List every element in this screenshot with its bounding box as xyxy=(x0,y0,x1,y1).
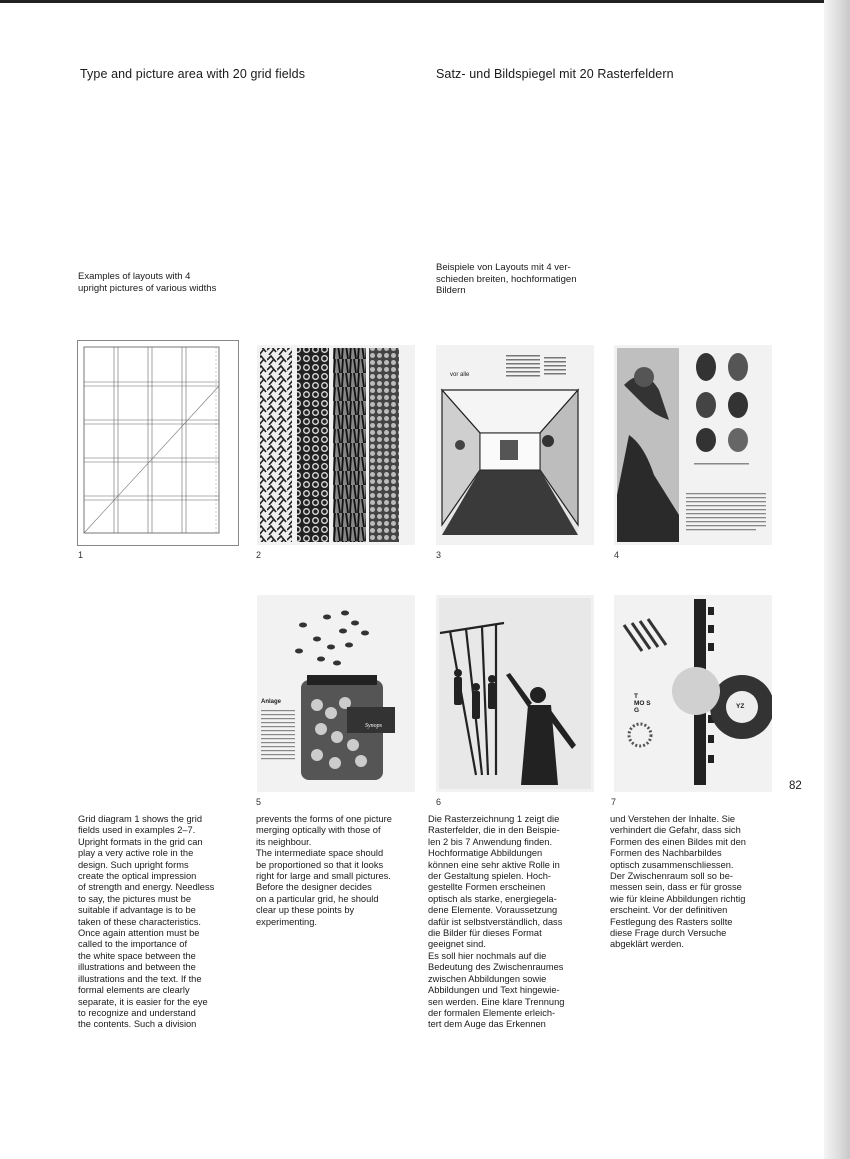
page-binding-shadow xyxy=(824,0,850,1159)
body-text-de-1: Die Rasterzeichnung 1 zeigt die Rasterfelder, die in den Beispie- len 2 bis 7 Anwendung finden. Hochformatige Abbildungen können eine sehr aktive Rolle in der Gestaltung spielen. Hoch- gestellte Formen erscheinen optisch als starke, energiegela- dene Elemente. Voraussetzung dafür ist selbstverständlich, dass die Bilder für dieses Format geeignet sind. Es soll hier nochmals auf die Bedeutung des Zwischenraumes zwischen Abbildungen sowie Abbildungen und Text hingewie- sen werden. Eine klare Trennung der formalen Elemente erleich- tert dem Auge das Erkennen xyxy=(428,814,565,1030)
figure-3-layout xyxy=(436,345,594,545)
figure-1-number: 1 xyxy=(78,550,84,560)
figure-5-script-label: Synops xyxy=(365,723,382,729)
title-english: Type and picture area with 20 grid fields xyxy=(80,67,306,81)
page-number: 82 xyxy=(789,780,802,792)
subtitle-german: Beispiele von Layouts mit 4 ver- schieden breiten, hochformatigen Bildern xyxy=(436,262,577,296)
figure-7-label: YZ xyxy=(736,703,745,710)
figure-3-number: 3 xyxy=(436,550,442,560)
body-text-en-2: prevents the forms of one picture merging optically with those of its neighbour. The intermediate space should be proportioned so that it looks right for large and small pictures. Before the designer decides on a particular grid, he should clear up these points by experimenting. xyxy=(256,814,392,927)
figure-3-heading: vor alle xyxy=(450,372,470,378)
figure-4-layout xyxy=(614,345,772,545)
body-text-de-2: und Verstehen der Inhalte. Sie verhindert die Gefahr, dass sich Formen des einen Bildes mit den Formen des Nachbarbildes optisch zusammenschliessen. Der Zwischenraum soll so be- messen sein, dass er für grosse wie für kleine Abbildungen richtig erscheint. Vor der definitiven Festlegung des Rasters sollte diese Frage durch Versuche abgeklärt werden. xyxy=(610,814,746,950)
figure-5-heading: Anlage xyxy=(261,699,282,705)
figure-2-layout xyxy=(257,345,415,545)
body-column-4 xyxy=(610,814,775,951)
figure-2-number: 2 xyxy=(256,550,262,560)
body-column-2 xyxy=(256,814,421,928)
figure-5-number: 5 xyxy=(256,797,262,807)
body-column-3 xyxy=(428,814,593,1031)
figure-6-number: 6 xyxy=(436,797,442,807)
figure-7-number: 7 xyxy=(611,797,617,807)
figure-5-layout xyxy=(257,595,415,792)
title-german: Satz- und Bildspiegel mit 20 Rasterfeldern xyxy=(436,67,674,81)
figure-7-letters: T MO S G xyxy=(634,693,651,714)
figure-1-grid-diagram xyxy=(78,341,238,545)
figure-6-layout xyxy=(436,595,594,792)
body-column-1 xyxy=(78,814,243,1031)
figure-7-layout xyxy=(614,595,772,792)
subtitle-english: Examples of layouts with 4 upright pictures of various widths xyxy=(78,271,217,294)
figure-4-number: 4 xyxy=(614,550,620,560)
page-top-edge xyxy=(0,0,850,3)
body-text-en-1: Grid diagram 1 shows the grid fields used in examples 2–7. Upright formats in the grid can play a very active role in the design. Such upright forms create the optical impression of strength and energy. Needless to say, the pictures must be suitable if advantage is to be taken of these characteristics. Once again attention must be called to the importance of the white space between the illustrations and between the illustrations and the text. If the formal elements are clearly separate, it is easier for the eye to recognize and understand the contents. Such a division xyxy=(78,814,215,1030)
